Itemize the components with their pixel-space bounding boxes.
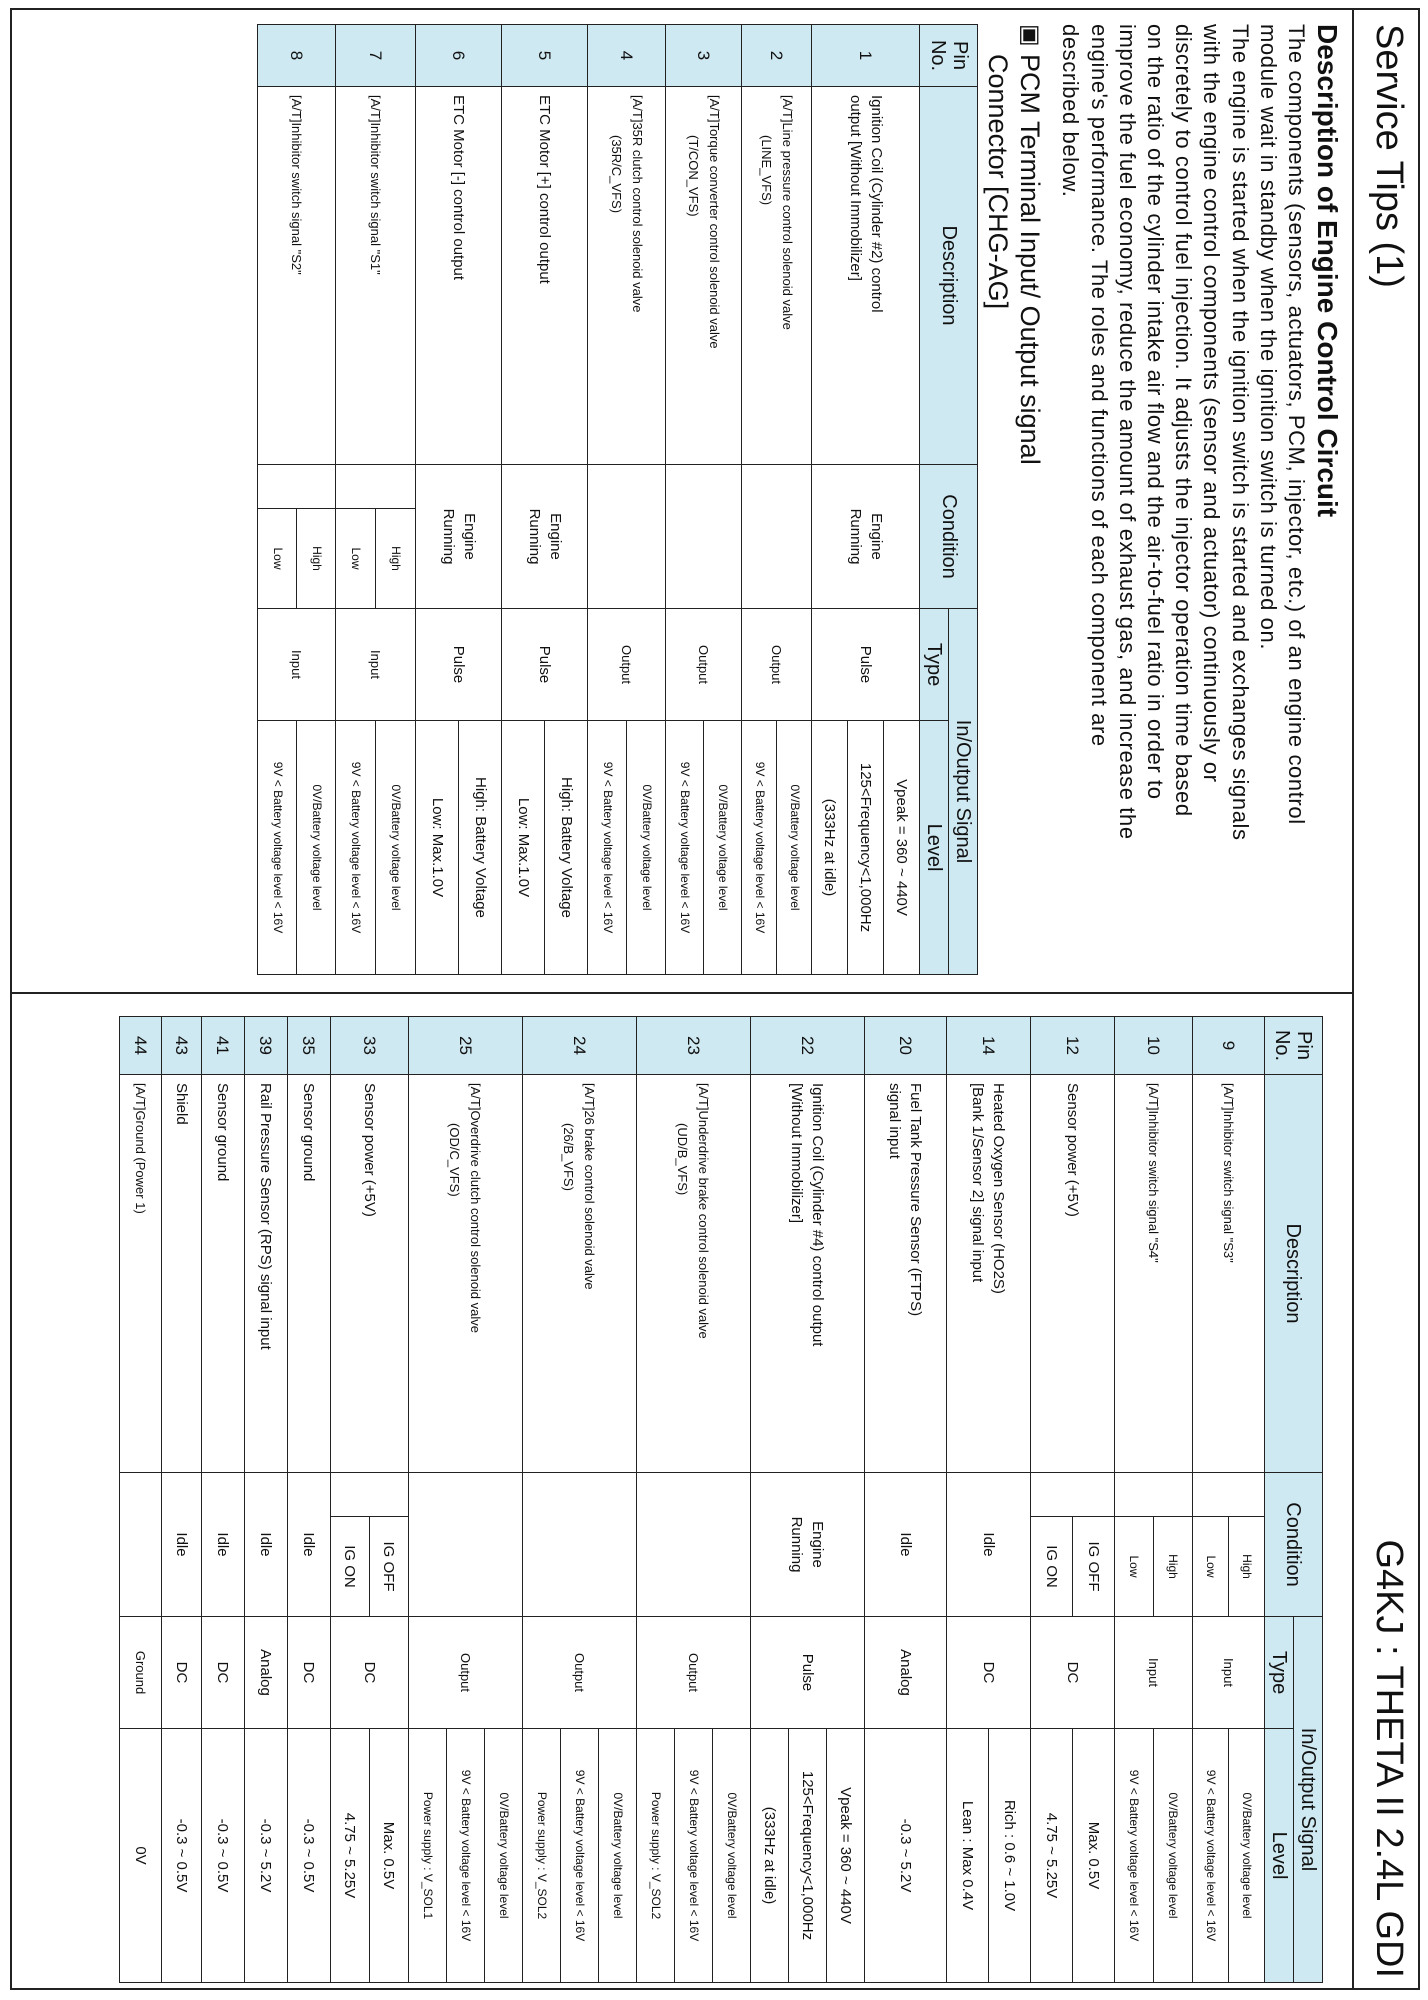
table-row: [297, 25, 336, 975]
level-cell: 9V < Battery voltage level < 16V: [666, 721, 704, 975]
section-title: Description of Engine Control Circuit: [1312, 24, 1343, 518]
condition-line: Engine: [867, 513, 885, 560]
description-line: [A/T]26 brake control solenoid valve: [582, 1083, 598, 1290]
table-header-row: [949, 25, 978, 975]
type-cell: Output: [742, 609, 812, 721]
table-row: [545, 25, 588, 975]
level-cell: 0V/Battery voltage level: [777, 721, 812, 975]
condition-cell: High: [1229, 1517, 1265, 1617]
pin-cell: 4: [588, 25, 666, 87]
description-line: (LINE_VFS): [758, 135, 774, 206]
pin-cell: 3: [666, 25, 742, 87]
condition-cell: IG OFF: [370, 1517, 409, 1617]
condition-cell: Idle: [865, 1473, 947, 1617]
description-cell: [A/T]Inhibitor switch signal "S1": [336, 87, 416, 465]
type-cell: Pulse: [416, 609, 502, 721]
condition-cell: Low: [1115, 1517, 1154, 1617]
description-line: (26/B_VFS): [561, 1123, 577, 1191]
description-line: Ignition Coil (Cylinder #4) control output: [809, 1083, 827, 1347]
table-row: [1073, 1017, 1115, 1983]
condition-cell: Low: [258, 509, 297, 609]
table-row: [713, 1017, 751, 1983]
condition-cell: Idle: [162, 1473, 202, 1617]
condition-line: Running: [525, 508, 543, 565]
table-row: [777, 25, 812, 975]
type-cell: DC: [1031, 1617, 1115, 1729]
type-cell: Output: [409, 1617, 523, 1729]
description-cell: [523, 1075, 637, 1473]
level-cell: -0.3 ~ 0.5V: [288, 1729, 331, 1983]
type-cell: Input: [258, 609, 336, 721]
description-cell: Sensor ground: [202, 1075, 245, 1473]
level-cell: 4.75 ~ 5.25V: [1031, 1729, 1073, 1983]
description-line: Heated Oxygen Sensor (HO2S): [990, 1083, 1008, 1294]
pin-table-right: [119, 1016, 1323, 1983]
io-signal-header: In/Output Signal: [1294, 1617, 1323, 1983]
condition-cell: Idle: [245, 1473, 288, 1617]
pin-cell: 39: [245, 1017, 288, 1075]
para-line: engine's performance. The roles and functions of each component are: [1086, 24, 1112, 747]
para-line: discretely to control fuel injection. It adjusts the injector operation time based: [1171, 24, 1197, 817]
engine-model: G4KJ : THETA II 2.4L GDI: [1368, 1539, 1410, 1978]
pin-cell: 12: [1031, 1017, 1115, 1075]
description-line: output [Without Immobilizer]: [846, 95, 864, 281]
type-cell: Pulse: [812, 609, 920, 721]
description-line: (35R/C_VFS): [608, 135, 624, 214]
table-row: [1229, 1017, 1265, 1983]
condition-cell: [416, 465, 502, 609]
pin-cell: 20: [865, 1017, 947, 1075]
level-cell: 9V < Battery voltage level < 16V: [336, 721, 376, 975]
condition-cell: [523, 1473, 637, 1617]
condition-line: Engine: [546, 513, 564, 560]
level-cell: 0V/Battery voltage level: [627, 721, 666, 975]
description-line: (UD/B_VFS): [675, 1123, 691, 1196]
level-cell: 9V < Battery voltage level < 16V: [1115, 1729, 1154, 1983]
level-cell: 9V < Battery voltage level < 16V: [447, 1729, 485, 1983]
level-cell: 9V < Battery voltage level < 16V: [561, 1729, 599, 1983]
condition-cell: IG ON: [1031, 1517, 1073, 1617]
level-cell: 0V/Battery voltage level: [1154, 1729, 1193, 1983]
type-cell: Output: [523, 1617, 637, 1729]
condition-header: Condition: [1265, 1473, 1323, 1617]
description-paragraph: [1056, 24, 1310, 974]
description-line: [Without Immobilizer]: [788, 1083, 806, 1224]
description-line: [A/T]Overdrive clutch control solenoid valve: [468, 1083, 484, 1333]
table-row: [245, 1017, 288, 1983]
level-cell: Lean : Max 0.4V: [947, 1729, 989, 1983]
pin-header-line: Pin: [1293, 1031, 1316, 1060]
level-cell: 9V < Battery voltage level < 16V: [1193, 1729, 1229, 1983]
page-frame: [10, 8, 1420, 1990]
pin-cell: 14: [947, 1017, 1031, 1075]
condition-spacer: [1031, 1473, 1115, 1517]
pin-cell: 35: [288, 1017, 331, 1075]
pin-header-line: No.: [1271, 1029, 1294, 1062]
table-row: [376, 25, 416, 975]
type-cell: Output: [666, 609, 742, 721]
header-bar: [1352, 10, 1418, 1988]
condition-cell: [812, 465, 920, 609]
description-cell: [409, 1075, 523, 1473]
description-cell: [742, 87, 812, 465]
level-cell: 125<Frequency<1,000Hz: [789, 1729, 827, 1983]
condition-spacer: [331, 1473, 409, 1517]
description-cell: Sensor power (+5V): [331, 1075, 409, 1473]
description-cell: [A/T]Inhibitor switch signal "S3": [1193, 1075, 1265, 1473]
description-cell: [947, 1075, 1031, 1473]
level-header: Level: [1265, 1729, 1294, 1983]
level-cell: -0.3 ~ 5.2V: [245, 1729, 288, 1983]
description-cell: Sensor ground: [288, 1075, 331, 1473]
condition-cell: [666, 465, 742, 609]
condition-line: Running: [439, 508, 457, 565]
pin-cell: 10: [1115, 1017, 1193, 1075]
level-cell: 9V < Battery voltage level < 16V: [675, 1729, 713, 1983]
table-row: [627, 25, 666, 975]
level-cell: Max. 0.5V: [370, 1729, 409, 1983]
description-line: [A/T]Line pressure control solenoid valve: [779, 95, 795, 330]
description-cell: [588, 87, 666, 465]
type-header: Type: [920, 609, 949, 721]
type-header: Type: [1265, 1617, 1294, 1729]
type-cell: Output: [637, 1617, 751, 1729]
para-line: on the ratio of the cylinder intake air flow and the air-to-fuel ratio in order to: [1142, 24, 1168, 800]
condition-cell: IG OFF: [1073, 1517, 1115, 1617]
description-header: Description: [1265, 1075, 1323, 1473]
type-cell: DC: [288, 1617, 331, 1729]
pin-cell: 8: [258, 25, 336, 87]
para-line: improve the fuel economy, reduce the amount of exhaust gas, and increase the: [1114, 24, 1140, 840]
description-cell: [637, 1075, 751, 1473]
condition-cell: Idle: [288, 1473, 331, 1617]
description-cell: Shield: [162, 1075, 202, 1473]
level-cell: 0V/Battery voltage level: [297, 721, 336, 975]
type-cell: Input: [1115, 1617, 1193, 1729]
type-cell: Pulse: [502, 609, 588, 721]
connector-heading-line: PCM Terminal Input/ Output signal: [1015, 54, 1046, 465]
level-cell: Power supply : V_SOL2: [637, 1729, 675, 1983]
condition-cell: IG ON: [331, 1517, 370, 1617]
pin-cell: 1: [812, 25, 920, 87]
connector-heading-text: [982, 54, 1046, 465]
level-cell: 125<Frequency<1,000Hz: [848, 721, 884, 975]
square-bullet-icon: ▣: [1017, 24, 1045, 47]
description-line: (OD/C_VFS): [447, 1123, 463, 1197]
table-row: [989, 1017, 1031, 1983]
left-column: [257, 24, 1344, 974]
description-line: [Bank 1/Sensor 2] signal input: [969, 1083, 987, 1283]
type-cell: Input: [336, 609, 416, 721]
level-header: Level: [920, 721, 949, 975]
condition-cell: [751, 1473, 865, 1617]
description-cell: Rail Pressure Sensor (RPS) signal input: [245, 1075, 288, 1473]
table-row: [865, 1017, 947, 1983]
level-cell: Vpeak = 360 ~ 440V: [884, 721, 920, 975]
description-cell: [865, 1075, 947, 1473]
condition-cell: [588, 465, 666, 609]
condition-cell: [742, 465, 812, 609]
level-cell: -0.3 ~ 0.5V: [202, 1729, 245, 1983]
level-cell: -0.3 ~ 0.5V: [162, 1729, 202, 1983]
type-cell: Input: [1193, 1617, 1265, 1729]
description-line: (T/CON_VFS): [685, 135, 701, 217]
column-divider: [10, 992, 1354, 994]
type-cell: Analog: [245, 1617, 288, 1729]
level-cell: 0V/Battery voltage level: [1229, 1729, 1265, 1983]
table-row: [485, 1017, 523, 1983]
level-cell: Max. 0.5V: [1073, 1729, 1115, 1983]
level-cell: 9V < Battery voltage level < 16V: [258, 721, 297, 975]
pin-header-line: Pin: [948, 41, 971, 70]
description-line: [A/T]Underdrive brake control solenoid valve: [696, 1083, 712, 1339]
page-title: Service Tips (1): [1368, 24, 1410, 288]
para-line: The components (sensors, actuators, PCM, injector, etc.) of an engine control: [1284, 24, 1309, 825]
type-cell: Pulse: [751, 1617, 865, 1729]
type-cell: Analog: [865, 1617, 947, 1729]
description-cell: Sensor power (+5V): [1031, 1075, 1115, 1473]
description-cell: [A/T]Inhibitor switch signal "S4": [1115, 1075, 1193, 1473]
level-cell: Low: Max.1.0V: [502, 721, 545, 975]
condition-line: Running: [788, 1516, 806, 1573]
type-cell: DC: [162, 1617, 202, 1729]
type-cell: DC: [202, 1617, 245, 1729]
level-cell: 0V/Battery voltage level: [599, 1729, 637, 1983]
table-row: [120, 1017, 162, 1983]
condition-cell: High: [297, 509, 336, 609]
pin-table-left: [257, 24, 978, 975]
pin-cell: 23: [637, 1017, 751, 1075]
description-cell: [751, 1075, 865, 1473]
pin-cell: 24: [523, 1017, 637, 1075]
para-line: The engine is started when the ignition switch is started and exchanges signals: [1227, 24, 1253, 841]
description-cell: [A/T]Ground (Power 1): [120, 1075, 162, 1473]
table-row: [162, 1017, 202, 1983]
description-cell: ETC Motor [-] control output: [416, 87, 502, 465]
para-line: with the engine control components (sensor and actuator) continuously or: [1199, 24, 1225, 783]
pin-header: [920, 25, 978, 87]
pin-header-line: No.: [926, 39, 949, 72]
para-line: described below.: [1058, 24, 1084, 198]
type-cell: DC: [331, 1617, 409, 1729]
connector-heading: [982, 24, 1046, 974]
pin-cell: 5: [502, 25, 588, 87]
condition-spacer: [1115, 1473, 1193, 1517]
pin-cell: 7: [336, 25, 416, 87]
type-cell: Output: [588, 609, 666, 721]
level-cell: 9V < Battery voltage level < 16V: [588, 721, 627, 975]
level-cell: Rich : 0.6 ~ 1.0V: [989, 1729, 1031, 1983]
type-cell: Ground: [120, 1617, 162, 1729]
pin-cell: 43: [162, 1017, 202, 1075]
table-row: [704, 25, 742, 975]
level-cell: High: Battery Voltage: [545, 721, 588, 975]
level-cell: -0.3 ~ 5.2V: [865, 1729, 947, 1983]
description-cell: [A/T]Inhibitor switch signal "S2": [258, 87, 336, 465]
level-cell: 0V: [120, 1729, 162, 1983]
level-cell: 0V/Battery voltage level: [713, 1729, 751, 1983]
description-line: [A/T]35R clutch control solenoid valve: [629, 95, 645, 313]
para-line: module wait in standby when the ignition switch is turned on.: [1255, 24, 1281, 651]
condition-spacer: [336, 465, 416, 509]
pin-cell: 9: [1193, 1017, 1265, 1075]
pin-cell: 2: [742, 25, 812, 87]
connector-heading-line: Connector [CHG-AG]: [983, 54, 1014, 310]
pin-cell: 41: [202, 1017, 245, 1075]
io-signal-header: In/Output Signal: [949, 609, 978, 975]
pin-cell: 44: [120, 1017, 162, 1075]
condition-cell: [502, 465, 588, 609]
description-line: Fuel Tank Pressure Sensor (FTPS): [907, 1083, 925, 1317]
condition-cell: [120, 1473, 162, 1617]
table-row: [599, 1017, 637, 1983]
condition-line: Engine: [809, 1521, 827, 1568]
table-row: [459, 25, 502, 975]
condition-spacer: [1193, 1473, 1265, 1517]
condition-cell: High: [1154, 1517, 1193, 1617]
level-cell: Low: Max.1.0V: [416, 721, 459, 975]
table-row: [202, 1017, 245, 1983]
type-cell: DC: [947, 1617, 1031, 1729]
condition-cell: [409, 1473, 523, 1617]
level-cell: 0V/Battery voltage level: [485, 1729, 523, 1983]
condition-line: Engine: [460, 513, 478, 560]
right-column: [119, 1016, 1323, 1982]
description-cell: [812, 87, 920, 465]
table-row: [370, 1017, 409, 1983]
level-cell: 9V < Battery voltage level < 16V: [742, 721, 777, 975]
level-cell: 0V/Battery voltage level: [376, 721, 416, 975]
level-cell: Power supply : V_SOL2: [523, 1729, 561, 1983]
condition-cell: Low: [1193, 1517, 1229, 1617]
pin-cell: 33: [331, 1017, 409, 1075]
level-cell: (333Hz at idle): [751, 1729, 789, 1983]
condition-spacer: [258, 465, 336, 509]
condition-header: Condition: [920, 465, 978, 609]
table-row: [884, 25, 920, 975]
condition-cell: High: [376, 509, 416, 609]
description-line: signal input: [886, 1083, 904, 1159]
description-cell: [666, 87, 742, 465]
condition-line: Running: [846, 508, 864, 565]
pin-cell: 25: [409, 1017, 523, 1075]
table-header-row: [1294, 1017, 1323, 1983]
level-cell: Vpeak = 360 ~ 440V: [827, 1729, 865, 1983]
level-cell: 0V/Battery voltage level: [704, 721, 742, 975]
table-row: [827, 1017, 865, 1983]
condition-cell: Idle: [202, 1473, 245, 1617]
description-line: Ignition Coil (Cylinder #2) control: [867, 95, 885, 313]
description-header: Description: [920, 87, 978, 465]
pin-cell: 6: [416, 25, 502, 87]
description-cell: ETC Motor [+] control output: [502, 87, 588, 465]
table-row: [1154, 1017, 1193, 1983]
pin-header: [1265, 1017, 1323, 1075]
level-cell: 4.75 ~ 5.25V: [331, 1729, 370, 1983]
condition-cell: Low: [336, 509, 376, 609]
level-cell: Power supply : V_SOL1: [409, 1729, 447, 1983]
condition-cell: [637, 1473, 751, 1617]
level-cell: High: Battery Voltage: [459, 721, 502, 975]
table-row: [288, 1017, 331, 1983]
pin-cell: 22: [751, 1017, 865, 1075]
level-cell: (333Hz at idle): [812, 721, 848, 975]
description-line: [A/T]Torque converter control solenoid valve: [706, 95, 722, 349]
condition-cell: Idle: [947, 1473, 1031, 1617]
